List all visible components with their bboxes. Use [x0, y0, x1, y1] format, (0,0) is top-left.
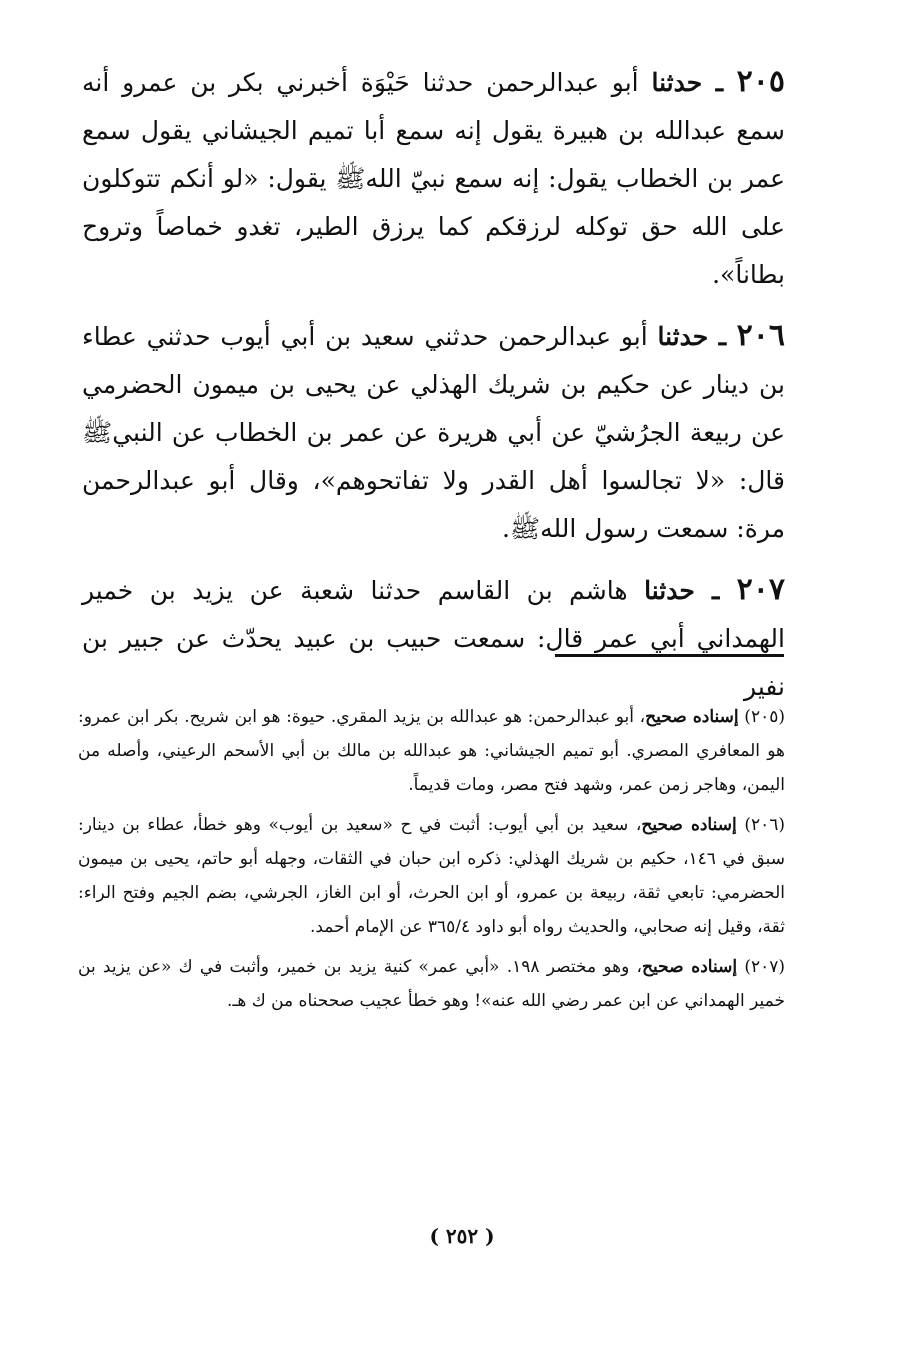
footnote-text: ، أبو عبدالرحمن: هو عبدالله بن يزيد المقري. حيوة: هو ابن شريح. بكر ابن عمرو: هو المعافري المصري. أبو تميم الجيشاني: هو عبدالله بن مالك بن أبي الأسحم الرعيني، وأصله من اليمن، وهاجر زمن عمر، وشهد فتح مصر، ومات قديماً.: [78, 707, 785, 795]
footnote-keyword: إسناده صحيح: [645, 707, 739, 727]
entry-keyword: حدثنا: [651, 68, 703, 97]
hadith-entry: [82, 312, 785, 553]
entry-keyword: حدثنا: [644, 576, 695, 605]
footnote: [78, 950, 785, 1018]
entry-number: ٢٠٥: [736, 64, 785, 99]
footnote-ref: (٢٠٧): [744, 957, 785, 977]
entry-separator: ـ: [702, 68, 737, 97]
entry-keyword: حدثنا: [657, 322, 709, 351]
footnote: [78, 808, 785, 944]
entry-number: ٢٠٦: [736, 318, 785, 353]
main-text: [82, 58, 785, 724]
entry-text: أبو عبدالرحمن حدثنا حَيْوَة أخبرني بكر بن عمرو أنه سمع عبدالله بن هبيرة يقول إنه سمع أبا تميم الجيشاني يقول سمع عمر بن الخطاب يقول: إنه سمع نبيّ اللهﷺ يقول: «لو أنكم تتوكلون على الله حق توكله لرزقكم كما يرزق الطير، تغدو خماصاً وتروح بطاناً».: [82, 68, 785, 289]
entry-separator: ـ: [694, 576, 737, 605]
footnote-divider: [555, 654, 784, 657]
footnote-text: ، سعيد بن أبي أيوب: أثبت في ح «سعيد بن أيوب» وهو خطأ، عطاء بن دينار: سبق في ١٤٦، حكيم بن شريك الهذلي: ذكره ابن حبان في الثقات، وجهله أبو حاتم، يحيى بن ميمون الحضرمي: تابعي ثقة، ربيعة بن عمرو، أو ابن الحرث، أو ابن الغاز، الجرشي، بضم الجيم وفتح الراء: ثقة، وقيل إنه صحابي، والحديث رواه أبو داود ٣٦٥/٤ عن الإمام أحمد.: [78, 815, 785, 937]
entry-text: أبو عبدالرحمن حدثني سعيد بن أبي أيوب حدثني عطاء بن دينار عن حكيم بن شريك الهذلي عن يحيى بن ميمون الحضرمي عن ربيعة الجرُشيّ عن أبي هريرة عن عمر بن الخطاب عن النبيﷺ قال: «لا تجالسوا أهل القدر ولا تفاتحوهم»، وقال أبو عبدالرحمن مرة: سمعت رسول اللهﷺ.: [82, 322, 785, 543]
page-number: ( ٢٥٢ ): [429, 1224, 495, 1248]
entry-number: ٢٠٧: [736, 572, 785, 607]
footnote-ref: (٢٠٥): [744, 707, 785, 727]
footnote-text: ، وهو مختصر ١٩٨. «أبي عمر» كنية يزيد بن خمير، وأثبت في ك «عن يزيد بن خمير الهمداني عن ابن عمر رضي الله عنه»! وهو خطأ عجيب صححناه من ك هـ.: [78, 957, 785, 1011]
footnote-keyword: إسناده صحيح: [641, 815, 737, 835]
footnote-ref: (٢٠٦): [744, 815, 785, 835]
footnotes: [78, 700, 785, 1024]
footnote-keyword: إسناده صحيح: [642, 957, 738, 977]
hadith-entry: [82, 566, 785, 711]
hadith-entry: [82, 58, 785, 299]
entry-text: هاشم بن القاسم حدثنا شعبة عن يزيد بن خمير الهمداني أبي عمر قال: سمعت حبيب بن عبيد يحدّث عن جبير بن نفير: [82, 576, 785, 701]
footnote: [78, 700, 785, 802]
entry-separator: ـ: [708, 322, 737, 351]
